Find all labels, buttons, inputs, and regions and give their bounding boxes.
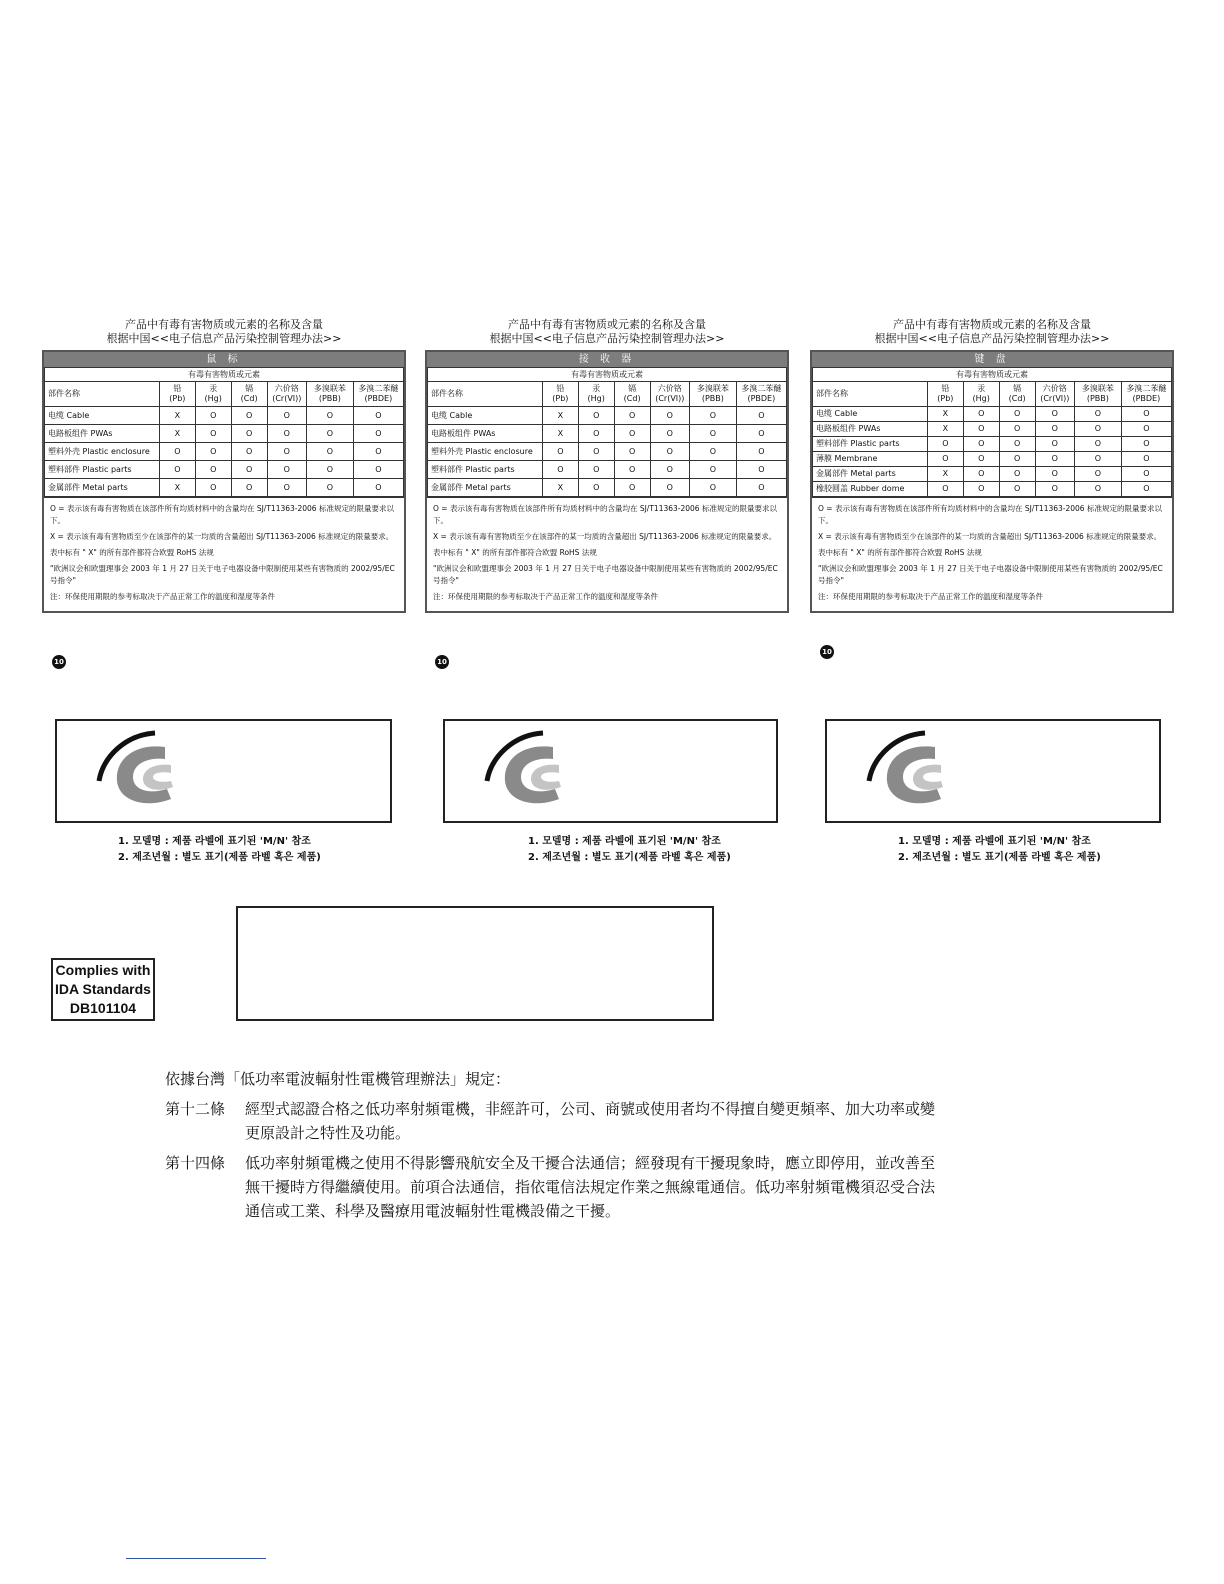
col-header: 多溴二苯醚 (PBDE) — [736, 382, 786, 407]
part-name-cell: 塑料外壳 Plastic enclosure — [428, 443, 543, 461]
epup-mark-icon: 10 — [52, 655, 66, 669]
note: 注：环保使用期限的参考标取决于产品正常工作的温度和湿度等条件 — [818, 592, 1043, 601]
substance-cell: O — [650, 479, 689, 497]
ida-compliance-label — [51, 958, 155, 1021]
substance-cell: O — [307, 425, 354, 443]
substance-cell: O — [578, 407, 614, 425]
substance-cell: O — [963, 407, 999, 422]
note: O = 表示该有毒有害物质在该部件所有均质材料中的含量均在 SJ/T11363-2006 标准规定的限量要求以下。 — [818, 504, 1162, 525]
note: O = 表示该有毒有害物质在该部件所有均质材料中的含量均在 SJ/T11363-2006 标准规定的限量要求以下。 — [433, 504, 777, 525]
substance-cell: O — [578, 479, 614, 497]
substance-cell: O — [267, 407, 306, 425]
kc-mark-icon — [483, 729, 573, 813]
panel-title-line1: 产品中有毒有害物质或元素的名称及含量 — [508, 318, 706, 331]
note: X = 表示该有毒有害物质至少在该部件的某一均质的含量超出 SJ/T11363-2006 标准规定的限量要求。 — [818, 532, 1162, 541]
part-name-cell: 塑料部件 Plastic parts — [813, 437, 928, 452]
substance-cell: O — [1121, 452, 1171, 467]
col-header: 汞 (Hg) — [963, 382, 999, 407]
substance-cell: O — [267, 479, 306, 497]
panel-notes — [812, 497, 1172, 611]
substance-cell: X — [159, 425, 195, 443]
ncc-article-label: 第十二條 — [165, 1100, 226, 1118]
part-name-cell: 塑料部件 Plastic parts — [428, 461, 543, 479]
col-header: 镉 (Cd) — [999, 382, 1035, 407]
kc-logo-box — [55, 719, 392, 823]
epup-mark-icon: 10 — [435, 655, 449, 669]
substance-cell: O — [231, 461, 267, 479]
substance-cell: O — [353, 425, 403, 443]
part-name-cell: 塑料外壳 Plastic enclosure — [45, 443, 160, 461]
rohs-panel-mouse — [42, 318, 406, 613]
substance-cell: O — [999, 482, 1035, 497]
panel-box — [810, 350, 1174, 613]
substance-cell: O — [542, 461, 578, 479]
substance-cell: O — [690, 461, 737, 479]
substance-cell: O — [736, 425, 786, 443]
substance-cell: O — [690, 425, 737, 443]
substance-table — [44, 367, 404, 497]
substance-cell: O — [1075, 437, 1122, 452]
substance-cell: O — [1035, 452, 1074, 467]
ncc-article-label: 第十四條 — [165, 1154, 226, 1172]
col-header: 多溴联苯 (PBB) — [690, 382, 737, 407]
note: O = 表示该有毒有害物质在该部件所有均质材料中的含量均在 SJ/T11363-2006 标准规定的限量要求以下。 — [50, 504, 394, 525]
part-name-cell: 薄膜 Membrane — [813, 452, 928, 467]
note: 注：环保使用期限的参考标取决于产品正常工作的温度和湿度等条件 — [50, 592, 275, 601]
col-header: 汞 (Hg) — [578, 382, 614, 407]
col-header: 六价铬 (Cr(VI)) — [650, 382, 689, 407]
substance-cell: O — [1035, 482, 1074, 497]
substance-cell: O — [1035, 437, 1074, 452]
substance-cell: O — [963, 452, 999, 467]
substance-table — [812, 367, 1172, 497]
substance-cell: O — [963, 467, 999, 482]
substance-cell: O — [307, 479, 354, 497]
substance-cell: O — [267, 425, 306, 443]
substance-cell: O — [736, 479, 786, 497]
col-header: 多溴联苯 (PBB) — [1075, 382, 1122, 407]
kc-model-line: 1. 모델명 : 제품 라벨에 표기된 'M/N' 참조 — [118, 836, 311, 847]
substance-cell: X — [542, 407, 578, 425]
substance-cell: O — [1035, 422, 1074, 437]
part-name-cell: 电缆 Cable — [45, 407, 160, 425]
col-part-name: 部件名称 — [813, 382, 928, 407]
table-row — [428, 407, 787, 425]
substance-cell: O — [614, 425, 650, 443]
note: 表中标有 " X" 的所有部件都符合欧盟 RoHS 法规 — [433, 548, 597, 557]
table-row — [45, 407, 404, 425]
panel-title-line2: 根据中国<<电子信息产品污染控制管理办法>> — [106, 332, 342, 345]
substance-cell: O — [927, 452, 963, 467]
ncc-article-text: 經型式認證合格之低功率射頻電機，非經許可，公司、商號或使用者均不得擅自變更頻率、加大功率或變更原設計之特性及功能。 — [245, 1100, 936, 1142]
substance-cell: O — [353, 461, 403, 479]
substance-cell: O — [1121, 437, 1171, 452]
substance-cell: O — [1121, 482, 1171, 497]
substance-cell: O — [736, 461, 786, 479]
substance-cell: O — [267, 443, 306, 461]
substance-cell: O — [690, 407, 737, 425]
substance-cell: X — [927, 467, 963, 482]
panel-box — [425, 350, 789, 613]
note: 表中标有 " X" 的所有部件都符合欧盟 RoHS 法规 — [50, 548, 214, 557]
substance-cell: O — [159, 443, 195, 461]
table-row — [813, 467, 1172, 482]
substance-cell: O — [1075, 482, 1122, 497]
table-row — [813, 452, 1172, 467]
substance-cell: O — [614, 407, 650, 425]
substance-cell: O — [1075, 467, 1122, 482]
panel-title — [810, 318, 1174, 346]
substance-cell: O — [195, 443, 231, 461]
table-row — [45, 479, 404, 497]
col-header: 铅 (Pb) — [159, 382, 195, 407]
substance-cell: O — [353, 479, 403, 497]
table-row — [45, 425, 404, 443]
kc-mark-icon — [865, 729, 955, 813]
panel-notes — [44, 497, 404, 611]
ida-line: IDA Standards — [55, 981, 151, 997]
substance-cell: O — [1035, 467, 1074, 482]
substance-cell: O — [578, 425, 614, 443]
substance-cell: O — [650, 461, 689, 479]
table-header-row — [45, 382, 404, 407]
substance-cell: O — [1035, 407, 1074, 422]
kc-logo-box — [443, 719, 778, 823]
rohs-panel-receiver — [425, 318, 789, 613]
substance-cell: O — [650, 425, 689, 443]
ncc-article — [165, 1151, 935, 1223]
panel-header: 接 收 器 — [427, 352, 787, 367]
kc-label — [118, 834, 321, 866]
part-name-cell: 电缆 Cable — [428, 407, 543, 425]
note: 表中标有 " X" 的所有部件都符合欧盟 RoHS 法规 — [818, 548, 982, 557]
table-subheader: 有毒有害物质或元素 — [45, 368, 404, 382]
col-header: 镉 (Cd) — [231, 382, 267, 407]
part-name-cell: 电路板组件 PWAs — [428, 425, 543, 443]
table-row — [813, 407, 1172, 422]
blank-label-box — [236, 906, 714, 1021]
note: "欧洲议会和欧盟理事会 2003 年 1 月 27 日关于电子电器设备中限制使用某些有害物质的 2002/95/EC 号指令" — [818, 564, 1163, 585]
substance-cell: O — [927, 482, 963, 497]
substance-cell: O — [1121, 467, 1171, 482]
panel-title-line1: 产品中有毒有害物质或元素的名称及含量 — [125, 318, 323, 331]
substance-cell: O — [999, 467, 1035, 482]
col-header: 六价铬 (Cr(VI)) — [1035, 382, 1074, 407]
substance-cell: O — [999, 407, 1035, 422]
substance-cell: O — [307, 407, 354, 425]
table-row — [813, 482, 1172, 497]
part-name-cell: 金属部件 Metal parts — [428, 479, 543, 497]
ida-line: Complies with — [55, 962, 151, 978]
substance-cell: X — [927, 422, 963, 437]
substance-cell: O — [999, 452, 1035, 467]
table-row — [428, 461, 787, 479]
col-part-name: 部件名称 — [45, 382, 160, 407]
substance-cell: O — [999, 422, 1035, 437]
table-row — [45, 443, 404, 461]
substance-cell: O — [1121, 407, 1171, 422]
col-header: 铅 (Pb) — [927, 382, 963, 407]
substance-cell: X — [927, 407, 963, 422]
ncc-intro: 依據台灣「低功率電波輻射性電機管理辦法」規定： — [165, 1070, 511, 1088]
substance-cell: X — [159, 479, 195, 497]
substance-cell: O — [736, 443, 786, 461]
note: "欧洲议会和欧盟理事会 2003 年 1 月 27 日关于电子电器设备中限制使用某些有害物质的 2002/95/EC 号指令" — [433, 564, 778, 585]
substance-cell: X — [542, 425, 578, 443]
kc-mark-icon — [95, 729, 185, 813]
ida-line: DB101104 — [69, 1000, 137, 1016]
kc-label — [898, 834, 1101, 866]
table-subheader: 有毒有害物质或元素 — [428, 368, 787, 382]
substance-cell: O — [267, 461, 306, 479]
substance-cell: O — [1075, 452, 1122, 467]
table-row — [813, 437, 1172, 452]
part-name-cell: 电缆 Cable — [813, 407, 928, 422]
substance-cell: X — [159, 407, 195, 425]
panel-title-line2: 根据中国<<电子信息产品污染控制管理办法>> — [489, 332, 725, 345]
substance-cell: O — [927, 437, 963, 452]
kc-date-line: 2. 제조년월 : 별도 표기(제품 라벨 혹은 제품) — [898, 852, 1101, 863]
table-header-row — [813, 382, 1172, 407]
substance-cell: X — [542, 479, 578, 497]
footer-rule — [126, 1558, 266, 1559]
kc-label — [528, 834, 731, 866]
substance-cell: O — [614, 443, 650, 461]
panel-title-line1: 产品中有毒有害物质或元素的名称及含量 — [893, 318, 1091, 331]
substance-cell: O — [578, 443, 614, 461]
part-name-cell: 塑料部件 Plastic parts — [45, 461, 160, 479]
note: "欧洲议会和欧盟理事会 2003 年 1 月 27 日关于电子电器设备中限制使用某些有害物质的 2002/95/EC 号指令" — [50, 564, 395, 585]
col-part-name: 部件名称 — [428, 382, 543, 407]
substance-cell: O — [307, 461, 354, 479]
kc-model-line: 1. 모델명 : 제품 라벨에 표기된 'M/N' 참조 — [528, 836, 721, 847]
note: X = 表示该有毒有害物质至少在该部件的某一均质的含量超出 SJ/T11363-2006 标准规定的限量要求。 — [50, 532, 394, 541]
col-header: 汞 (Hg) — [195, 382, 231, 407]
substance-cell: O — [353, 407, 403, 425]
substance-cell: O — [1121, 422, 1171, 437]
table-row — [428, 425, 787, 443]
panel-header: 键 盘 — [812, 352, 1172, 367]
kc-model-line: 1. 모델명 : 제품 라벨에 표기된 'M/N' 참조 — [898, 836, 1091, 847]
part-name-cell: 金属部件 Metal parts — [45, 479, 160, 497]
panel-box — [42, 350, 406, 613]
substance-cell: O — [542, 443, 578, 461]
taiwan-ncc-notice — [165, 1067, 935, 1223]
col-header: 六价铬 (Cr(VI)) — [267, 382, 306, 407]
panel-title — [42, 318, 406, 346]
table-row — [428, 443, 787, 461]
substance-cell: O — [231, 425, 267, 443]
substance-table — [427, 367, 787, 497]
col-header: 铅 (Pb) — [542, 382, 578, 407]
substance-cell: O — [650, 443, 689, 461]
part-name-cell: 橡胶圆盖 Rubber dome — [813, 482, 928, 497]
substance-cell: O — [614, 479, 650, 497]
panel-title — [425, 318, 789, 346]
substance-cell: O — [963, 482, 999, 497]
substance-cell: O — [231, 407, 267, 425]
note: 注：环保使用期限的参考标取决于产品正常工作的温度和湿度等条件 — [433, 592, 658, 601]
substance-cell: O — [231, 479, 267, 497]
kc-date-line: 2. 제조년월 : 별도 표기(제품 라벨 혹은 제품) — [528, 852, 731, 863]
col-header: 多溴二苯醚 (PBDE) — [1121, 382, 1171, 407]
table-header-row — [428, 382, 787, 407]
part-name-cell: 电路板组件 PWAs — [45, 425, 160, 443]
panel-title-line2: 根据中国<<电子信息产品污染控制管理办法>> — [874, 332, 1110, 345]
panel-notes — [427, 497, 787, 611]
substance-cell: O — [1075, 407, 1122, 422]
table-row — [45, 461, 404, 479]
substance-cell: O — [159, 461, 195, 479]
substance-cell: O — [963, 437, 999, 452]
part-name-cell: 金属部件 Metal parts — [813, 467, 928, 482]
substance-cell: O — [1075, 422, 1122, 437]
substance-cell: O — [195, 407, 231, 425]
substance-cell: O — [195, 461, 231, 479]
substance-cell: O — [614, 461, 650, 479]
ncc-article — [165, 1097, 935, 1145]
substance-cell: O — [353, 443, 403, 461]
table-subheader: 有毒有害物质或元素 — [813, 368, 1172, 382]
table-row — [428, 479, 787, 497]
col-header: 多溴二苯醚 (PBDE) — [353, 382, 403, 407]
substance-cell: O — [578, 461, 614, 479]
note: X = 表示该有毒有害物质至少在该部件的某一均质的含量超出 SJ/T11363-2006 标准规定的限量要求。 — [433, 532, 777, 541]
panel-header: 鼠 标 — [44, 352, 404, 367]
epup-mark-icon: 10 — [820, 645, 834, 659]
kc-date-line: 2. 제조년월 : 별도 표기(제품 라벨 혹은 제품) — [118, 852, 321, 863]
substance-cell: O — [690, 479, 737, 497]
col-header: 多溴联苯 (PBB) — [307, 382, 354, 407]
ncc-article-text: 低功率射頻電機之使用不得影響飛航安全及干擾合法通信；經發現有干擾現象時，應立即停用，並改善至無干擾時方得繼續使用。前項合法通信，指依電信法規定作業之無線電通信。低功率射頻電機須忍受合法通信或工業、科學及醫療用電波輻射性電機設備之干擾。 — [245, 1154, 936, 1220]
table-row — [813, 422, 1172, 437]
col-header: 镉 (Cd) — [614, 382, 650, 407]
kc-logo-box — [825, 719, 1161, 823]
substance-cell: O — [736, 407, 786, 425]
substance-cell: O — [963, 422, 999, 437]
rohs-panel-keyboard — [810, 318, 1174, 613]
substance-cell: O — [650, 407, 689, 425]
substance-cell: O — [231, 443, 267, 461]
substance-cell: O — [999, 437, 1035, 452]
substance-cell: O — [307, 443, 354, 461]
substance-cell: O — [195, 425, 231, 443]
substance-cell: O — [690, 443, 737, 461]
substance-cell: O — [195, 479, 231, 497]
part-name-cell: 电路板组件 PWAs — [813, 422, 928, 437]
